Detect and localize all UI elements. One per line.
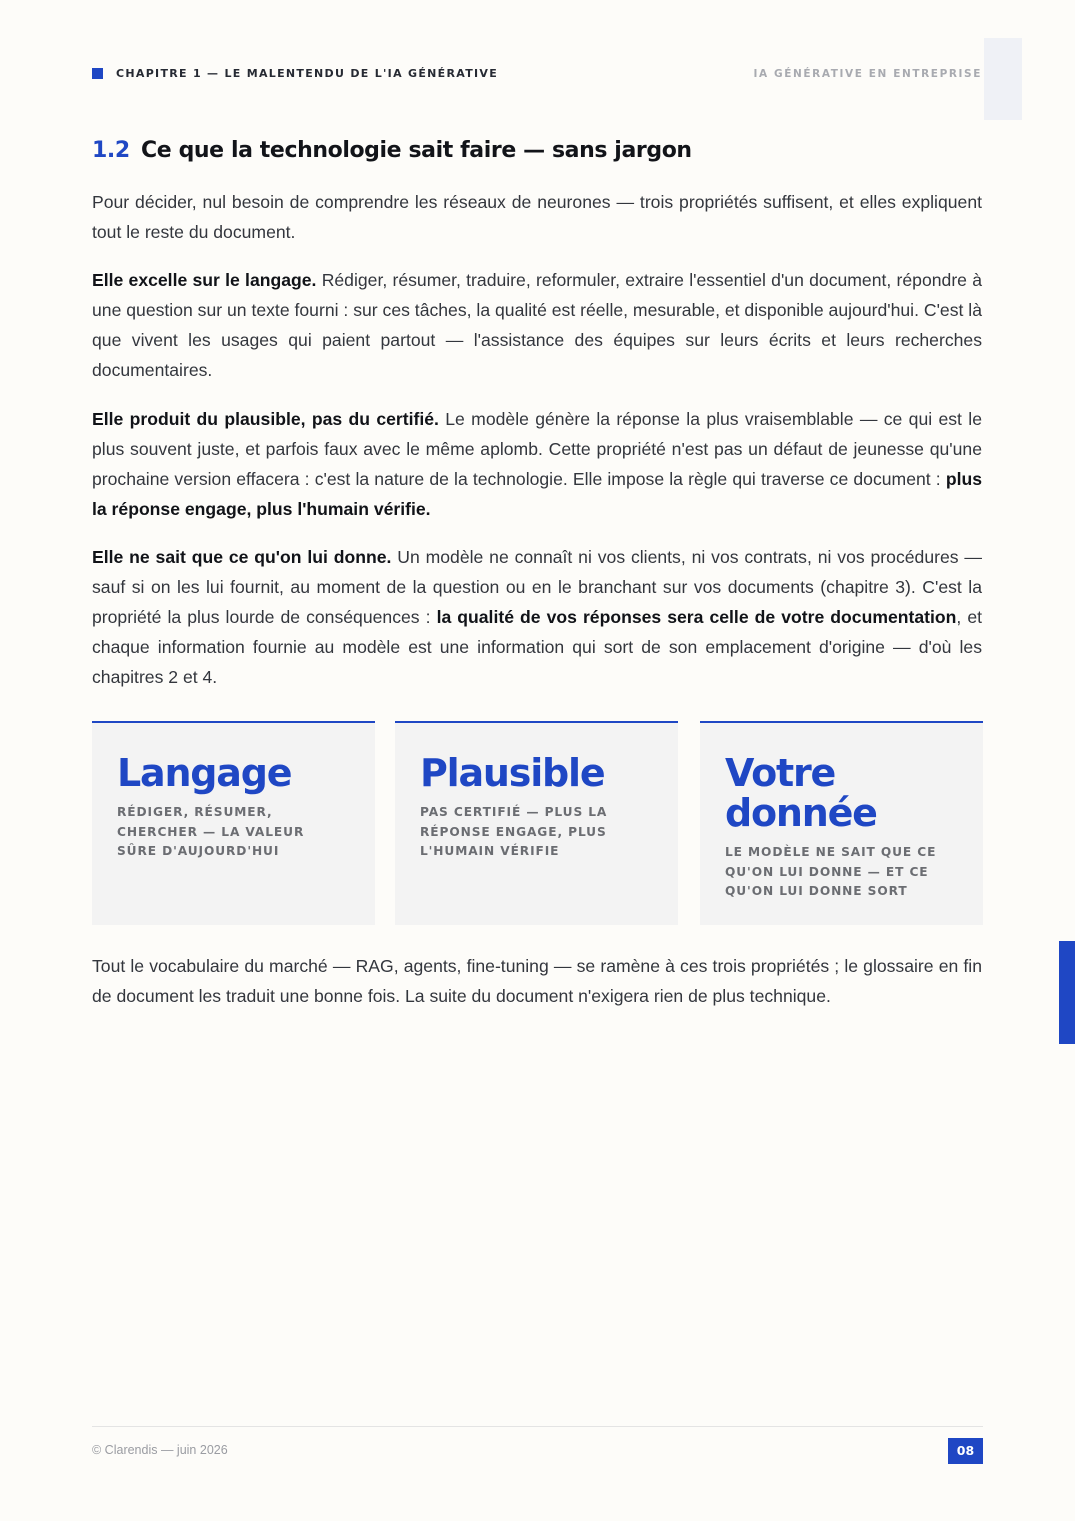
section-title: Ce que la technologie sait faire — sans jargon [141,138,692,163]
chapter-side-tab [1059,941,1075,1044]
property-card-data [700,721,983,925]
documentation-emphasis: la qualité de vos réponses sera celle de votre documentation [436,607,957,627]
paragraph-text: Rédiger, résumer, traduire, reformuler, extraire l'essentiel d'un document, répondre à une question sur un texte fourni : sur ces tâches, la qualité est réelle, mesurable, et disponible aujourd'hui. C'est là que vivent les usages qui paient partout — l'assistance des équipes sur leurs écrits et leurs recherches documentaires. [92,270,982,380]
footer-divider [92,1426,983,1427]
property-language-paragraph [92,265,982,385]
intro-paragraph: Pour décider, nul besoin de comprendre les réseaux de neurones — trois propriétés suffisent, et elles expliquent tout le reste du document. [92,192,982,242]
page-number-badge: 08 [948,1438,983,1464]
section-heading [92,138,692,163]
property-data-paragraph [92,542,982,692]
footer-copyright: © Clarendis — juin 2026 [92,1443,228,1457]
paragraph-lead: Elle produit du plausible, pas du certifié. [92,409,439,429]
property-plausible-paragraph [92,404,982,524]
paragraph-lead: Elle excelle sur le langage. [92,270,317,290]
card-title: Plausible [420,751,605,795]
paragraph-lead: Elle ne sait que ce qu'on lui donne. [92,547,392,567]
chapter-number-watermark [984,38,1022,120]
verification-rule: plus la réponse engage, plus l'humain vérifie. [92,469,982,519]
card-subtitle: RÉDIGER, RÉSUMER, CHERCHER — LA VALEUR SÛRE D'AUJOURD'HUI [117,805,305,858]
card-title: Votre donnée [725,751,877,835]
chapter-marker [92,68,103,79]
card-subtitle: PAS CERTIFIÉ — PLUS LA RÉPONSE ENGAGE, PLUS L'HUMAIN VÉRIFIE [420,805,608,858]
card-subtitle: LE MODÈLE NE SAIT QUE CE QU'ON LUI DONNE — ET CE QU'ON LUI DONNE SORT [725,845,937,898]
section-number: 1.2 [92,138,130,163]
property-card-plausible [395,721,678,925]
publication-running-head: IA GÉNÉRATIVE EN ENTREPRISE [753,68,982,80]
closing-paragraph: Tout le vocabulaire du marché — RAG, agents, fine-tuning — se ramène à ces trois propriétés ; le glossaire en fin de document les traduit une bonne fois. La suite du document n'exigera rien de plus technique. [92,956,982,1006]
card-title: Langage [117,751,292,795]
paragraph-text: Le modèle génère la réponse la plus vraisemblable — ce qui est le plus souvent juste, et parfois faux avec le même aplomb. Cette propriété n'est pas un défaut de jeunesse qu'une prochaine version effacera : c'est la nature de la technologie. Elle impose la règle qui traverse ce document : [92,409,982,489]
paragraph-text-end: , et chaque information fournie au modèle est une information qui sort de son emplacement d'origine — d'où les chapitres 2 et 4. [92,607,982,687]
property-card-language [92,721,375,925]
paragraph-text: Un modèle ne connaît ni vos clients, ni vos contrats, ni vos procédures — sauf si on les lui fournit, au moment de la question ou en le branchant sur vos documents (chapitre 3). C'est la propriété la plus lourde de conséquences : [92,547,982,627]
chapter-running-head: CHAPITRE 1 — LE MALENTENDU DE L'IA GÉNÉRATIVE [116,67,499,80]
